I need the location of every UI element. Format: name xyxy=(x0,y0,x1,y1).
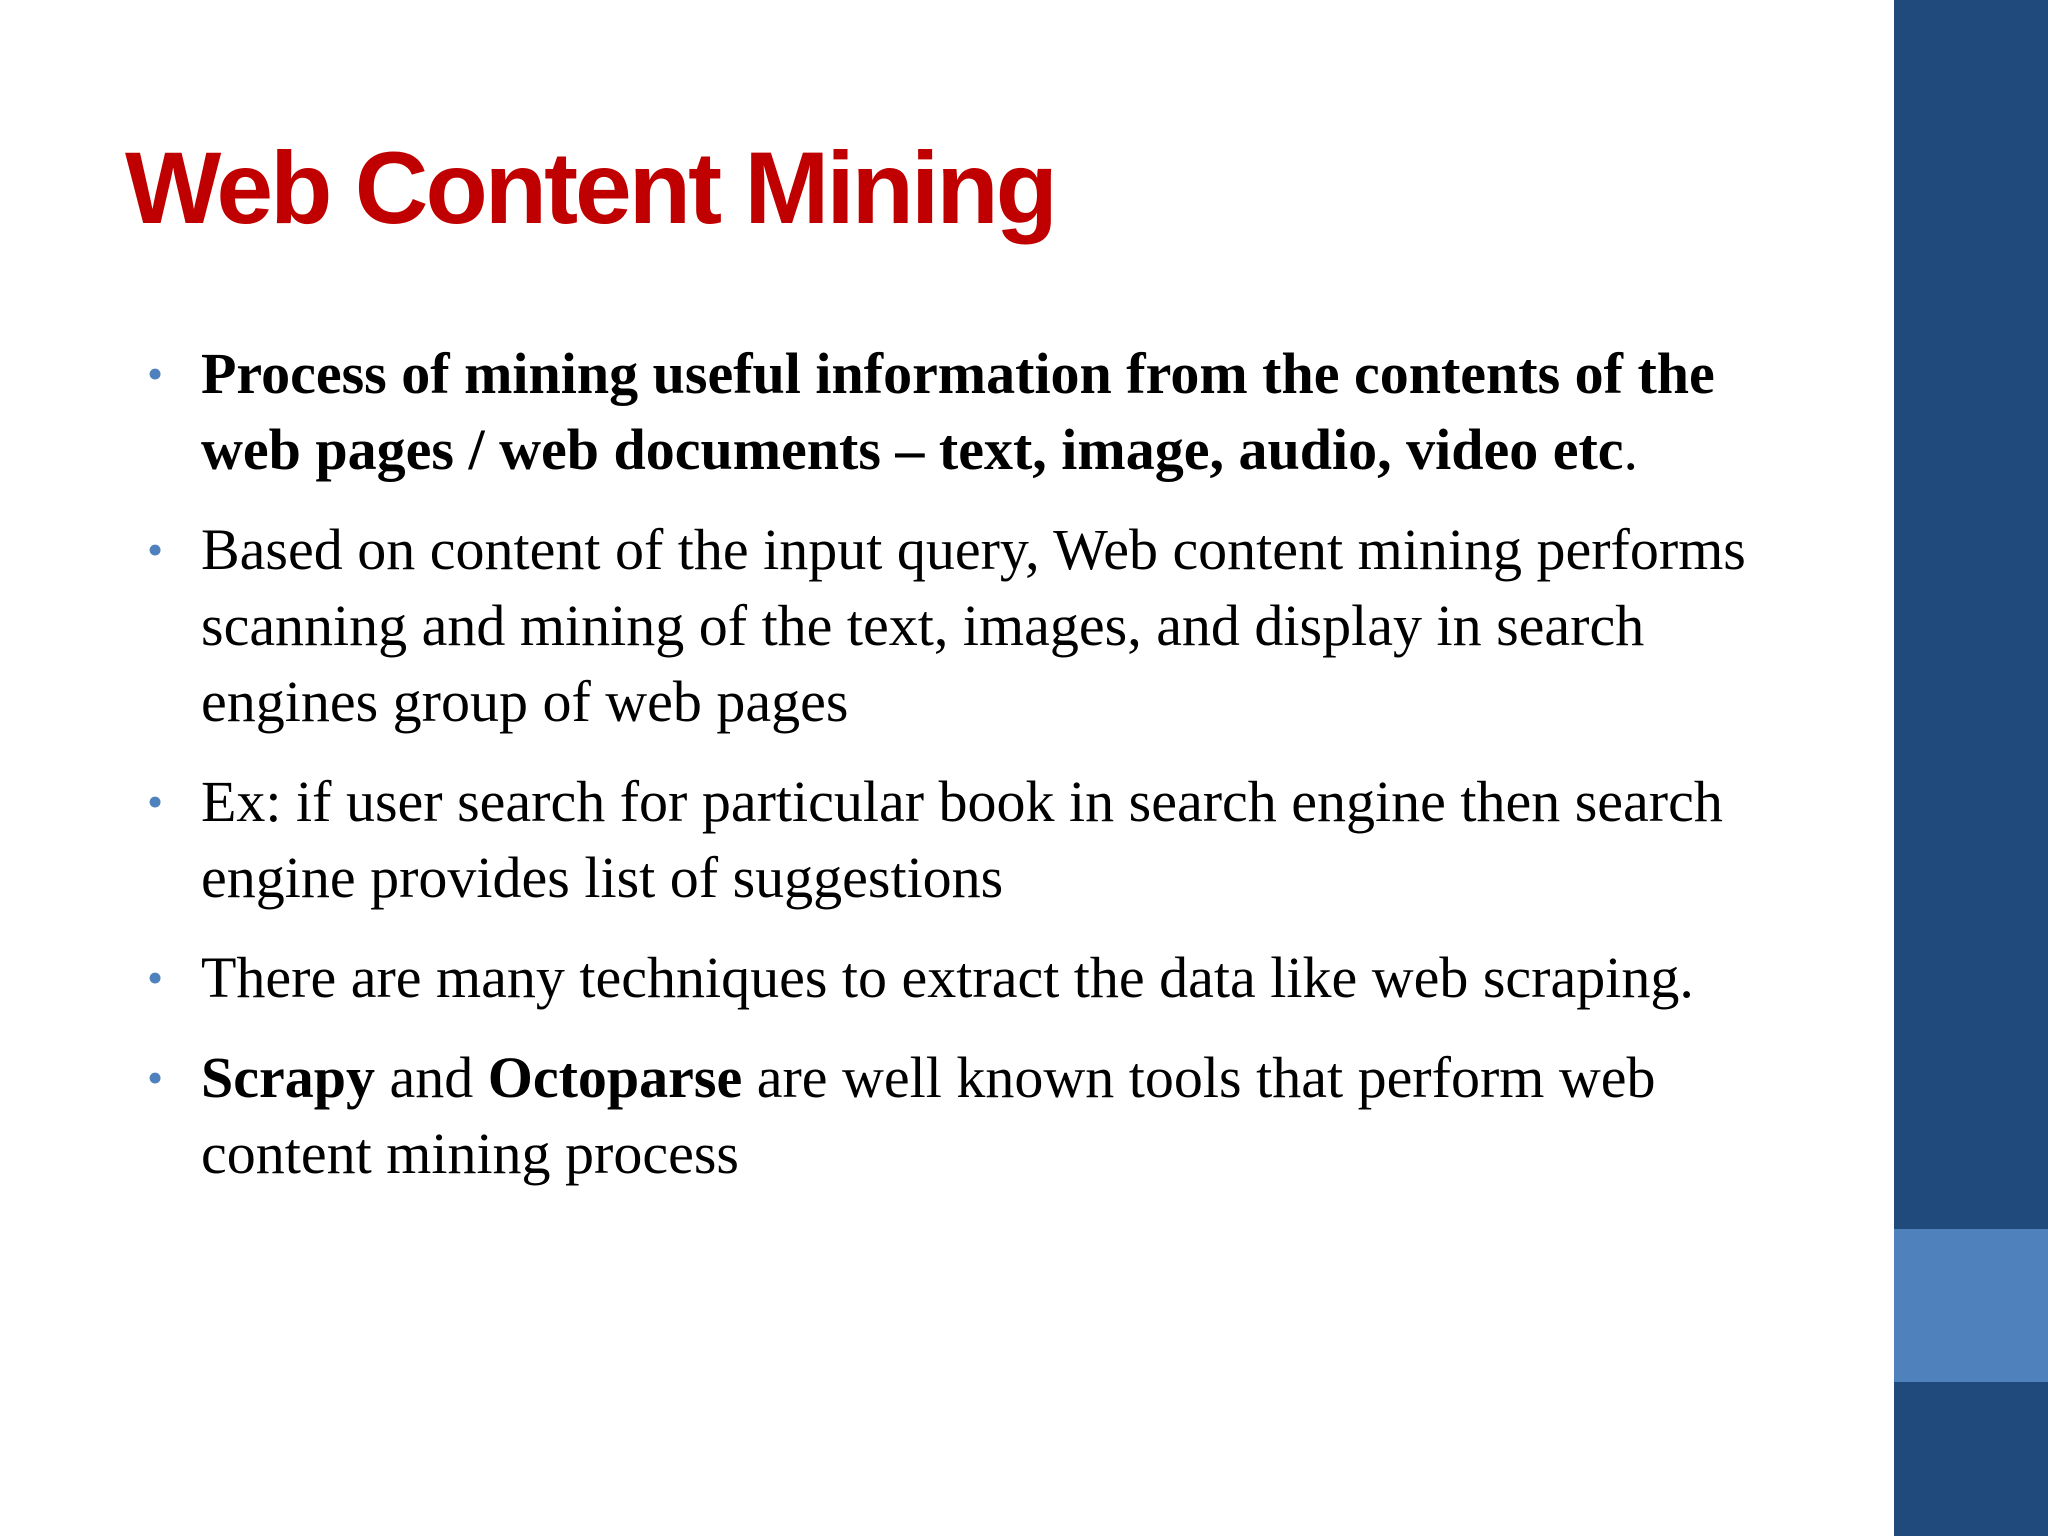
bullet-icon: • xyxy=(147,1052,164,1103)
bullet-icon: • xyxy=(147,348,164,399)
bullet-icon: • xyxy=(147,952,164,1003)
bullet-1-bold-text: Process of mining useful information from the contents of the web pages / web documents – text, image, audio, video etc xyxy=(201,341,1715,482)
bullet-1-text: . xyxy=(1623,417,1639,482)
bullet-4-text: There are many techniques to extract the data like web scraping. xyxy=(201,945,1694,1010)
bullet-item-1 xyxy=(147,336,1791,488)
bullet-icon: • xyxy=(147,776,164,827)
bullet-3-text: Ex: if user search for particular book in search engine then search engine provides list of suggestions xyxy=(201,769,1723,910)
bullet-list xyxy=(147,336,1791,1216)
bullet-item-5 xyxy=(147,1040,1791,1192)
sidebar-accent-block xyxy=(1894,1229,2048,1382)
bullet-item-4 xyxy=(147,940,1791,1016)
bullet-5-text: are well known tools that perform web content mining process xyxy=(201,1045,1656,1186)
bullet-item-2 xyxy=(147,512,1791,740)
tool-name-octoparse: Octoparse xyxy=(487,1045,743,1110)
tool-name-scrapy: Scrapy xyxy=(201,1045,375,1110)
bullet-item-3 xyxy=(147,764,1791,916)
bullet-icon: • xyxy=(147,524,164,575)
bullet-5-connector: and xyxy=(375,1045,488,1110)
bullet-2-text: Based on content of the input query, Web content mining performs scanning and mining of the text, images, and display in search engines group of web pages xyxy=(201,517,1746,734)
slide-title: Web Content Mining xyxy=(125,131,1055,245)
